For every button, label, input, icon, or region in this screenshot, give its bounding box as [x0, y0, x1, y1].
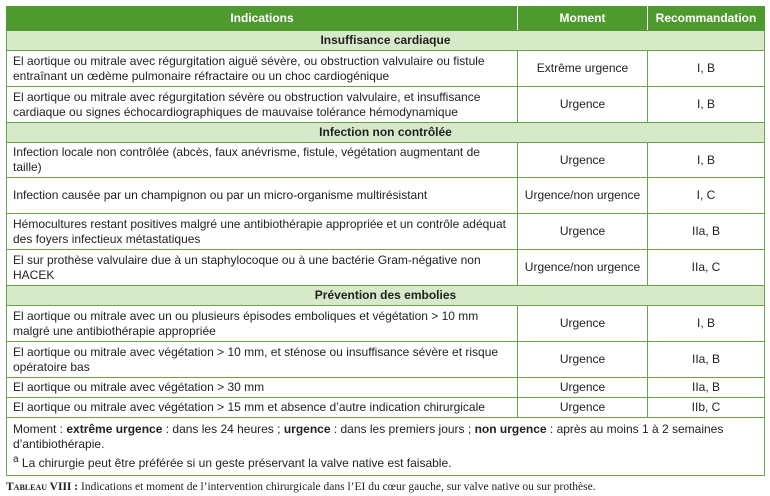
recommendation-cell: I, B — [648, 87, 765, 123]
table-row — [7, 51, 765, 87]
indications-table — [6, 6, 765, 476]
header-recommandation: Recommandation — [648, 7, 765, 31]
indication-cell: Infection locale non contrôlée (abcès, faux anévrisme, fistule, végétation augmentant de taille) — [7, 143, 518, 178]
header-row — [7, 7, 765, 31]
table-row — [7, 250, 765, 286]
indication-cell: El aortique ou mitrale avec régurgitation sévère ou obstruction valvulaire, et insuffisance cardiaque ou signes échocardiographiques de mauvaise tolérance hémodynamique — [7, 87, 518, 123]
note-def-extreme-urgence: : dans les 24 heures ; — [162, 422, 284, 436]
table-note-row — [7, 418, 765, 476]
table-row — [7, 306, 765, 342]
indication-cell: El aortique ou mitrale avec végétation > 15 mm et absence d’autre indication chirurgicale — [7, 398, 518, 418]
note-prefix: Moment : — [13, 422, 67, 436]
note-term-urgence: urgence — [283, 422, 331, 436]
caption-label: Tableau VIII : — [6, 481, 79, 493]
section-heading — [7, 286, 765, 306]
table-row — [7, 342, 765, 378]
note-def-non-urgence: : après au moins 1 à 2 semaines d’antibiothérapie. — [13, 422, 724, 451]
recommendation-cell: I, B — [648, 306, 765, 342]
footnote-text: La chirurgie peut être préférée si un geste préservant la valve native est faisable. — [18, 456, 452, 470]
moment-cell: Urgence — [518, 306, 648, 342]
recommendation-cell: I, B — [648, 143, 765, 178]
header-moment: Moment — [518, 7, 648, 31]
table-row — [7, 87, 765, 123]
table-row — [7, 378, 765, 398]
header-indications: Indications — [7, 7, 518, 31]
section-title: Prévention des embolies — [7, 286, 765, 306]
moment-cell: Urgence/non urgence — [518, 178, 648, 214]
recommendation-cell: I, C — [648, 178, 765, 214]
section-title: Insuffisance cardiaque — [7, 31, 765, 51]
note-def-urgence: : dans les premiers jours ; — [330, 422, 475, 436]
table-row — [7, 178, 765, 214]
table-note — [7, 418, 765, 476]
indication-cell: El aortique ou mitrale avec végétation > 10 mm, et sténose ou insuffisance sévère et risque opératoire bas — [7, 342, 518, 378]
note-term-non-urgence: non urgence — [474, 422, 547, 436]
section-heading — [7, 123, 765, 143]
table-container — [6, 6, 764, 493]
indication-cell: El sur prothèse valvulaire due à un staphylocoque ou à une bactérie Gram-négative non HACEK — [7, 250, 518, 286]
table-row — [7, 214, 765, 250]
moment-cell: Urgence — [518, 87, 648, 123]
moment-cell: Urgence — [518, 214, 648, 250]
recommendation-cell: IIa, B — [648, 214, 765, 250]
moment-cell: Urgence — [518, 143, 648, 178]
table-caption — [6, 481, 764, 493]
indication-cell: Hémocultures restant positives malgré une antibiothérapie appropriée et un contrôle adéquat des foyers infectieux métastatiques — [7, 214, 518, 250]
indication-cell: El aortique ou mitrale avec un ou plusieurs épisodes emboliques et végétation > 10 mm malgré une antibiothérapie appropriée — [7, 306, 518, 342]
note-term-extreme-urgence: extrême urgence — [66, 422, 163, 436]
table-row — [7, 143, 765, 178]
indication-cell: El aortique ou mitrale avec végétation > 30 mm — [7, 378, 518, 398]
footnote-mark: a — [13, 454, 19, 465]
moment-cell: Urgence — [518, 378, 648, 398]
table-row — [7, 398, 765, 418]
section-title: Infection non contrôlée — [7, 123, 765, 143]
moment-cell: Extrême urgence — [518, 51, 648, 87]
indication-cell: Infection causée par un champignon ou par un micro-organisme multirésistant — [7, 178, 518, 214]
moment-cell: Urgence — [518, 342, 648, 378]
indication-cell: El aortique ou mitrale avec régurgitation aiguë sévère, ou obstruction valvulaire ou fistule entraînant un œdème pulmonaire réfractaire ou un choc cardiogénique — [7, 51, 518, 87]
moment-cell: Urgence — [518, 398, 648, 418]
caption-text: Indications et moment de l’intervention chirurgicale dans l’EI du cœur gauche, sur valve native ou sur prothèse. — [78, 481, 596, 493]
recommendation-cell: I, B — [648, 51, 765, 87]
recommendation-cell: IIa, B — [648, 342, 765, 378]
section-heading — [7, 31, 765, 51]
recommendation-cell: IIa, B — [648, 378, 765, 398]
recommendation-cell: IIa, C — [648, 250, 765, 286]
moment-cell: Urgence/non urgence — [518, 250, 648, 286]
recommendation-cell: IIb, C — [648, 398, 765, 418]
